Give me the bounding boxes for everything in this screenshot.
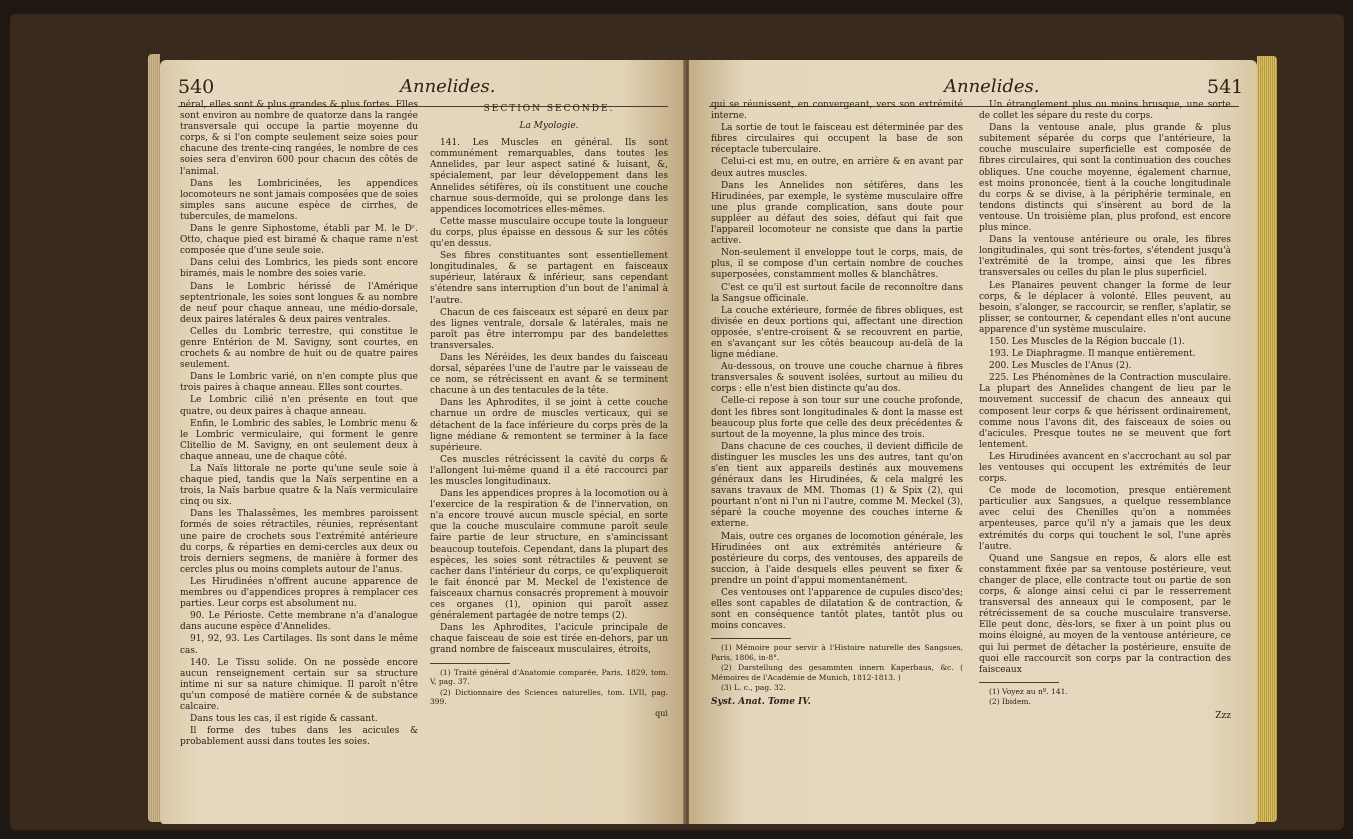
paragraph: Dans chacune de ces couches, il devient difficile de distinguer les muscles les uns des autres, tant qu'on s'en tient aux appareils destinés aux mouvemens généraux dans les Hirudinées, & cela malgré les savans travaux de MM. Thomas (1) & Spix (2), qui pourtant n'ont ni l'un ni l'autre, comme M. Meckel (3), séparé la couche moyenne des couches interne & externe. xyxy=(711,441,963,530)
paragraph: Dans les appendices propres à la locomotion ou à l'exercice de la respiration & de l'innervation, on n'a encore trouvé aucun muscle spécial, en sorte que la couche musculaire commune paroît seule faire partie de leur structure, en s'amincissant beaucoup toutefois. Cependant, dans la plupart des espèces, les soies sont rétractiles & peuvent se cacher dans l'intérieur du corps, ce qu'expliqueroit le fait énoncé par M. Meckel de l'existence de faisceaux charnus consacrés proprement à mouvoir ces organes (1), opinion qui paroît assez généralement partagée de notre temps (2). xyxy=(430,489,668,622)
section-subtitle: La Myologie. xyxy=(519,121,579,132)
paragraph: Dans celui des Lombrics, les pieds sont encore biramés, mais le nombre des soies varie. xyxy=(180,258,418,280)
paragraph: qui se réunissent, en convergeant, vers son extrémité interne. xyxy=(711,100,963,122)
paragraph: Le Lombric cilié n'en présente en tout que quatre, ou deux paires à chaque anneau. xyxy=(180,395,418,417)
left-page-edges xyxy=(148,54,160,822)
book-spread xyxy=(10,14,1344,830)
page-number: 540 xyxy=(178,76,215,98)
footnote: (2) Ibidem. xyxy=(989,697,1031,707)
paragraph: Chacun de ces faisceaux est séparé en deux par des lignes ventrale, dorsale & latérales, mais ne paroît pas être interrompu par des bandelettes transversales. xyxy=(430,307,668,351)
paragraph: Dans les Lombricinées, les appendices locomoteurs ne sont jamais composées que de soies simples sans aucune espèce de cirrhes, de tubercules, de mamelons. xyxy=(180,178,418,222)
paragraph: Celles du Lombric terrestre, qui constitue le genre Entérion de M. Savigny, sont courtes, en crochets & au nombre de huit ou de quatre paires seulement. xyxy=(180,326,418,371)
paragraph: 200. Les Muscles de l'Anus (2). xyxy=(989,361,1132,372)
footnote: (1) Traité général d'Anatomie comparée, Paris, 1829, tom. V, pag. 37. xyxy=(430,667,668,686)
paragraph: 90. Le Périoste. Cette membrane n'a d'analogue dans aucune espèce d'Annelides. xyxy=(180,611,418,633)
footnote-rule xyxy=(979,682,1059,683)
paragraph: Dans les Thalassêmes, les membres paroissent formés de soies rétractiles, réunies, représentant une paire de crochets sous l'extrémité antérieure du corps, & réparties en demi-cercles aux deux ou trois derniers segmens, de manière à former des cercles plus ou moins complets autour de l'anus. xyxy=(180,509,418,575)
paragraph: Dans le Lombric varié, on n'en compte plus que trois paires à chaque anneau. Elles sont courtes. xyxy=(180,372,418,394)
section-body xyxy=(430,138,668,656)
paragraph: Dans le genre Siphostome, établi par M. le Dʳ. Otto, chaque pied est biramé & chaque rame n'est composée que d'une seule soie. xyxy=(180,224,418,257)
paragraph: Ces muscles rétrécissent la cavité du corps & l'allongent lui-même quand il a été raccourci par les muscles longitudinaux. xyxy=(430,454,668,487)
paragraph: néral, elles sont & plus grandes & plus fortes. Elles sont environ au nombre de quatorze dans la rangée transversale qui occupe la partie moyenne du corps, & si l'on compte seulement seize soies pour chacune des trente-cinq rangées, le nombre de ces soies sera d'environ 600 pour chacun des côtés de l'animal. xyxy=(180,100,418,177)
paragraph: La Naïs littorale ne porte qu'une seule soie à chaque pied, tandis que la Naïs serpentine en a trois, la Naïs barbue quatre & la Naïs vermiculaire cinq ou six. xyxy=(180,464,418,508)
column-body xyxy=(979,100,1231,676)
paragraph: Dans les Annelides non sétifères, dans les Hirudinées, par exemple, le système musculaire offre une plus grande complication, sans doute pour suppléer au défaut des soies, défaut qui fait que l'appareil locomoteur ne consiste que dans la partie active. xyxy=(711,180,963,247)
paragraph: Dans les Aphrodites, il se joint à cette couche charnue un ordre de muscles verticaux, qui se détachent de la face inférieure du corps près de la ligne médiane & remontent se terminer à la face supérieure. xyxy=(430,398,668,453)
paragraph: Quand une Sangsue en repos, & alors elle est constamment fixée par sa ventouse postérieure, veut changer de place, elle contracte tout ou partie de son corps, & alonge ainsi celui ci par le resserrement transversal des anneaux qui le composent, par le rétrécissement de sa couche musculaire transverse. Elle peut donc, dès-lors, se fixer à un point plus ou moins éloigné, au moyen de la ventouse antérieure, ce qui lui permet de détacher la postérieure, ensuite de quoi elle raccourcit son corps par la contraction des faisceaux xyxy=(979,553,1231,675)
footnote: (2) Dictionnaire des Sciences naturelles, tom. LVII, pag. 399. xyxy=(430,687,668,706)
signature-line: Syst. Anat. Tome IV. xyxy=(711,696,811,707)
running-title: Annelides. xyxy=(400,76,496,97)
left-header xyxy=(160,72,685,102)
page-number: 541 xyxy=(1207,76,1244,98)
catchword: qui xyxy=(655,708,668,718)
right-page-edges xyxy=(1257,56,1277,822)
paragraph: La sortie de tout le faisceau est déterminée par des fibres circulaires qui occupent la base de son réceptacle tuberculaire. xyxy=(711,123,963,156)
paragraph: 141. Les Muscles en général. Ils sont communément remarquables, dans toutes les Annelides, par leur aspect satiné & luisant, &, spécialement, par leur développement dans les Annelides sétifères, où ils constituent une couche charnue sous-dermoïde, qui se prolonge dans les appendices locomotrices elles-mêmes. xyxy=(430,138,668,215)
running-title: Annelides. xyxy=(944,76,1040,97)
paragraph: Cette masse musculaire occupe toute la longueur du corps, plus épaisse en dessous & sur les côtés qu'en dessus. xyxy=(430,216,668,250)
paragraph: Ces ventouses ont l'apparence de cupules disco'des; elles sont capables de dilatation & de contraction, & sont en conséquence tantôt plates, tantôt plus ou moins concaves. xyxy=(711,588,963,632)
paragraph: 225. Les Phénomènes de la Contraction musculaire. La plupart des Annelides changent de lieu par le mouvement successif de chacun des anneaux qui composent leur corps & que hérissent ordinairement, comme nous l'avons dit, des faisceaux de soies ou d'acicules. Presque toutes ne se meuvent que fort lentement. xyxy=(979,373,1231,450)
paragraph: Non-seulement il enveloppe tout le corps, mais, de plus, il se compose d'un certain nombre de couches superposées, constamment molles & blanchâtres. xyxy=(711,248,963,281)
footnote-rule xyxy=(430,663,510,664)
paragraph: La couche extérieure, formée de fibres obliques, est divisée en deux portions qui, affectant une direction opposée, s'entre-croisent & se recouvrent en partie, en s'avançant sur les côtés beaucoup au-delà de la ligne médiane. xyxy=(711,305,963,361)
paragraph: Un étranglement plus ou moins brusque, une sorte de collet les sépare du reste du corps. xyxy=(979,100,1231,122)
paragraph: Enfin, le Lombric des sables, le Lombric menu & le Lombric vermiculaire, qui forment le genre Clitellio de M. Savigny, en ont seulement deux à chaque anneau, une de chaque côté. xyxy=(180,418,418,462)
paragraph: Celui-ci est mu, en outre, en arrière & en avant par deux autres muscles. xyxy=(711,157,963,179)
left-column-1 xyxy=(180,100,418,749)
footnote: (3) L. c., pag. 32. xyxy=(721,683,786,693)
paragraph: Celle-ci repose à son tour sur une couche profonde, dont les fibres sont longitudinales & dont la masse est beaucoup plus forte que celle des deux précédentes & surtout de la moyenne, la plus mince des trois. xyxy=(711,396,963,440)
left-column-2 xyxy=(430,100,668,719)
right-column-2 xyxy=(979,100,1231,722)
paragraph: Mais, outre ces organes de locomotion générale, les Hirudinées ont aux extrémités antérieure & postérieure du corps, des ventouses, des appareils de succion, à l'aide desquels elles peuvent se fixer & prendre un point d'appui momentanément. xyxy=(711,531,963,586)
footnote-rule xyxy=(711,638,791,639)
paragraph: Dans le Lombric hérissé de l'Amérique septentrionale, les soies sont longues & au nombre de neuf pour chaque anneau, une médio-dorsale, deux paires latérales & deux paires ventrales. xyxy=(180,281,418,325)
paragraph: Dans tous les cas, il est rigide & cassant. xyxy=(190,714,378,725)
paragraph: Ses fibres constituantes sont essentiellement longitudinales, & se partagent en faisceaux supérieur, latéraux & inférieur, sans cependant s'étendre sans interruption d'un bout de l'animal à l'autre. xyxy=(430,251,668,306)
signature-mark: Zzz xyxy=(1215,710,1231,721)
footnotes xyxy=(711,643,963,693)
paragraph: Dans les Néréides, les deux bandes du faisceau dorsal, séparées l'une de l'autre par le vaisseau de ce nom, se rétrécissent en avant & se terminent chacune à un des tentacules de la tête. xyxy=(430,352,668,397)
right-page xyxy=(689,60,1257,824)
column-body xyxy=(711,100,963,632)
paragraph: Les Planaires peuvent changer la forme de leur corps, & le déplacer à volonté. Elles peuvent, au besoin, s'alonger, se raccourcir, se renfler, s'aplatir, se plisser, se contourner, & cependant elles n'ont aucune apparence d'un système musculaire. xyxy=(979,280,1231,335)
footnote: (1) Voyez au nº. 141. xyxy=(989,686,1068,696)
paragraph: Les Hirudinées avancent en s'accrochant au sol par les ventouses qui occupent les extrémités de leur corps. xyxy=(979,451,1231,485)
left-page xyxy=(160,60,685,824)
right-header xyxy=(689,72,1257,102)
section-title: SECTION SECONDE. xyxy=(483,104,615,114)
footnote: (2) Darstellung des gesammten innern Kaperbaus, &c. ( Mémoires de l'Académie de Munich, 1812-1813. ) xyxy=(711,663,963,682)
paragraph: Dans les Aphrodites, l'acicule principale de chaque faisceau de soie est tirée en-dehors, par un grand nombre de faisceaux musculaires, étroits, xyxy=(430,623,668,656)
paragraph: Les Hirudinées n'offrent aucune apparence de membres ou d'appendices propres à remplacer ces parties. Leur corps est absolument nu. xyxy=(180,576,418,610)
paragraph: Au-dessous, on trouve une couche charnue à fibres transversales & souvent isolées, surtout au milieu du corps : elle n'est bien distincte qu'au dos. xyxy=(711,362,963,395)
footnote: (1) Mémoire pour servir à l'Histoire naturelle des Sangsues, Paris, 1806, in-8°. xyxy=(711,643,963,662)
paragraph: Dans la ventouse antérieure ou orale, les fibres longitudinales, qui sont très-fortes, s'étendent jusqu'à l'extrémité de la trompe, ainsi que les fibres transversales ou celles du plan le plus superficiel. xyxy=(979,235,1231,279)
paragraph: Dans la ventouse anale, plus grande & plus subitement séparée du corps que l'antérieure, la couche musculaire superficielle est composée de fibres circulaires, qui sont la continuation des couches obliques. Une couche moyenne, également charnue, est moins prononcée, tient à la couche longitudinale du corps & se divise, à la périphérie terminale, en tendons distincts qui s'insèrent au bord de la ventouse. Un troisième plan, plus profond, est encore plus mince. xyxy=(979,123,1231,234)
footnotes xyxy=(430,668,668,707)
paragraph: Il forme des tubes dans les acicules & probablement aussi dans toutes les soies. xyxy=(180,726,418,748)
paragraph: C'est ce qu'il est surtout facile de reconnoître dans la Sangsue officinale. xyxy=(711,282,963,304)
paragraph: Ce mode de locomotion, presque entièrement particulier aux Sangsues, a quelque ressemblance avec celui des Chenilles qu'on a nommées arpenteuses, parce qu'il n'y a jamais que les deux extrémités du corps qui touchent le sol, l'une après l'autre. xyxy=(979,486,1231,552)
paragraph: 91, 92, 93. Les Cartilages. Ils sont dans le même cas. xyxy=(180,634,418,656)
footnotes xyxy=(979,687,1231,707)
paragraph: 193. Le Diaphragme. Il manque entièrement. xyxy=(989,349,1196,360)
paragraph: 140. Le Tissu solide. On ne possède encore aucun renseignement certain sur sa structure intime ni sur sa nature chimique. Il paroît n'être qu'un composé de matière cornée & de substance calcaire. xyxy=(180,657,418,712)
paragraph: 150. Les Muscles de la Région buccale (1). xyxy=(989,336,1185,347)
right-column-1 xyxy=(711,100,963,708)
